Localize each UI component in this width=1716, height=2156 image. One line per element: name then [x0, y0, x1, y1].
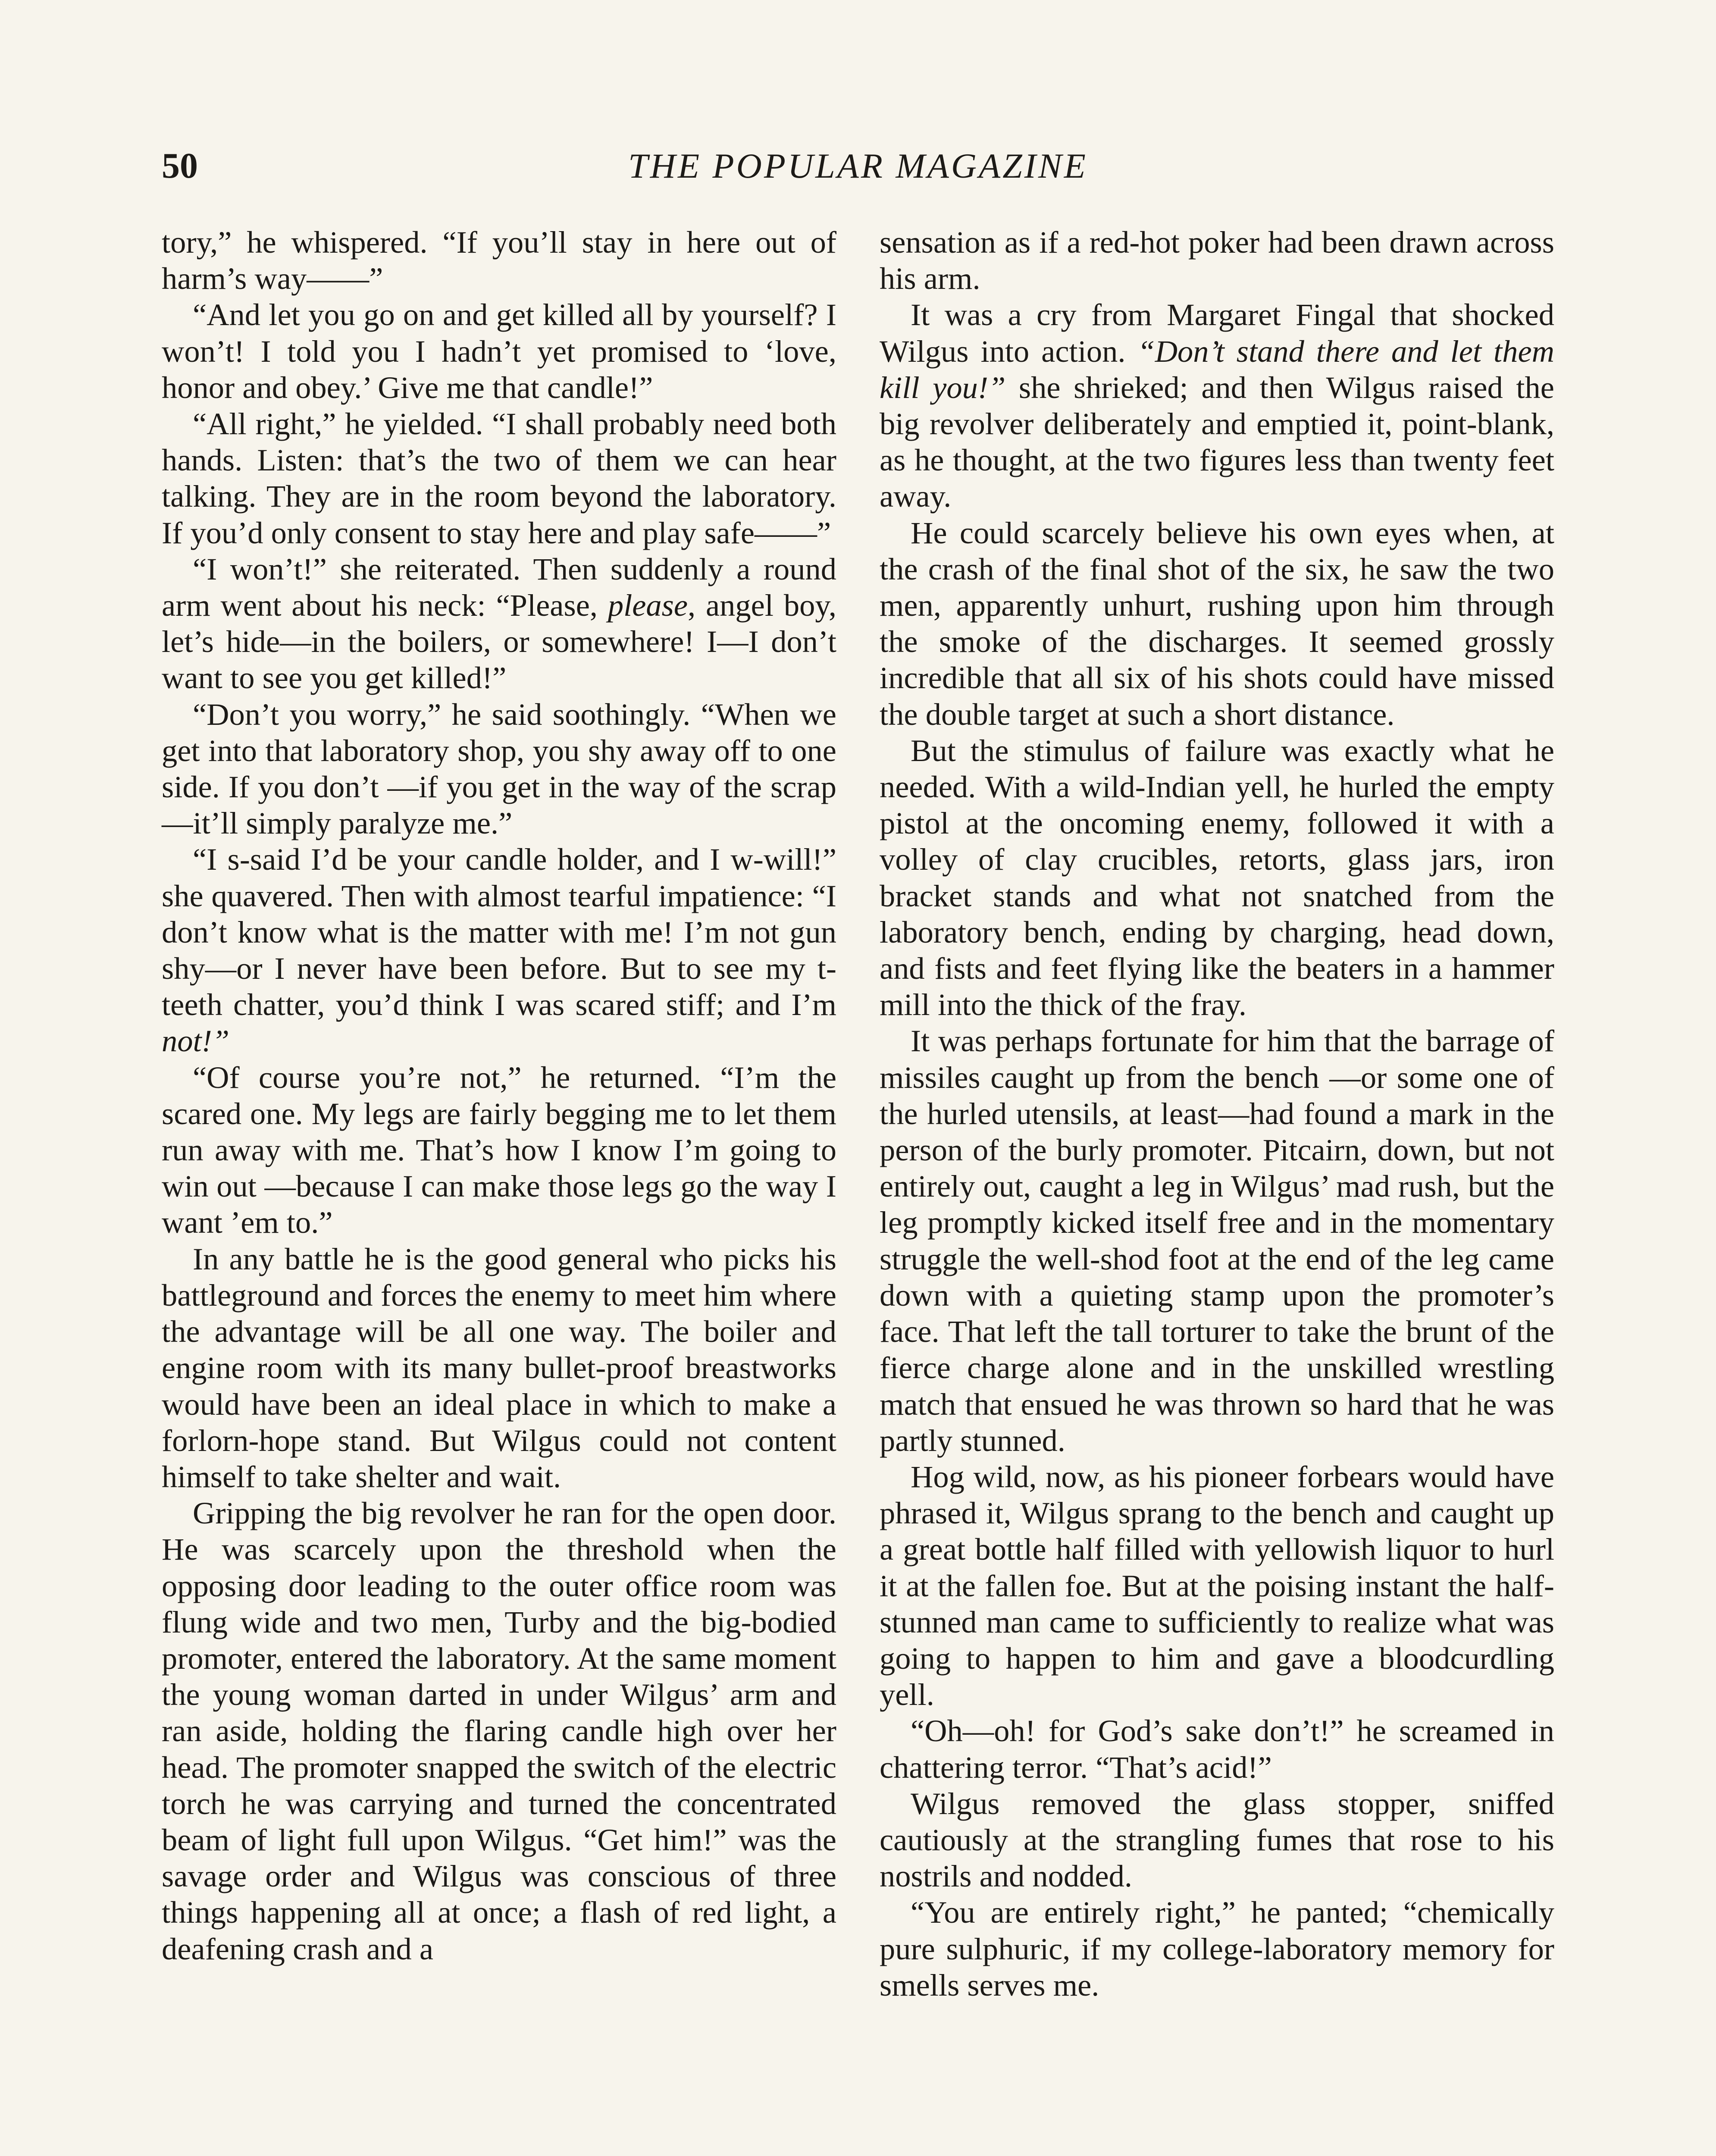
paragraph: But the stimulus of failure was exactly what he needed. With a wild-Indian yell, he hurled the empty pistol at the oncoming enemy, followed it with a volley of clay crucibles, retorts, glass jars, iron bracket stands and what not snatched from the laboratory bench, ending by charging, head down, and fists and feet flying like the beaters in a hammer mill into the thick of the fray. — [880, 733, 1554, 1022]
paragraph: “All right,” he yielded. “I shall probably need both hands. Listen: that’s the two of them we can hear talking. They are in the room beyond the laboratory. If you’d only consent to stay here and play safe——” — [162, 406, 836, 550]
paragraph — [162, 841, 836, 1059]
paragraph: tory,” he whispered. “If you’ll stay in here out of harm’s way——” — [162, 225, 836, 296]
page-header — [162, 144, 1554, 192]
right-text-column — [880, 224, 1554, 2003]
paragraph: Hog wild, now, as his pioneer forbears would have phrased it, Wilgus sprang to the bench and caught up a great bottle half filled with yellowish liquor to hurl it at the fallen foe. But at the poising instant the half-stunned man came to sufficiently to realize what was going to happen to him and gave a bloodcurdling yell. — [880, 1459, 1554, 1712]
page-number: 50 — [162, 146, 198, 186]
paragraph-text: , angel boy, let’s hide—in the boilers, or somewhere! I—I don’t want to see you get killed!” — [162, 588, 836, 696]
paragraph-text: “I s-said I’d be your candle holder, and I w-will!” she quavered. Then with almost tearful impatience: “I don’t know what is the matter with me! I’m not gun shy—or I never have been before. But to see my t-teeth chatter, you’d think I was scared stiff; and I’m — [162, 842, 836, 1022]
running-head-title: THE POPULAR MAGAZINE — [628, 146, 1088, 185]
paragraph: “You are entirely right,” he panted; “chemically pure sulphuric, if my college-laboratory memory for smells serves me. — [880, 1895, 1554, 2002]
paragraph: In any battle he is the good general who picks his battleground and forces the enemy to meet him where the advantage will be all one way. The boiler and engine room with its many bullet-proof breastworks would have been an ideal place in which to make a forlorn-hope stand. But Wilgus could not content himself to take shelter and wait. — [162, 1241, 836, 1494]
paragraph — [880, 297, 1554, 514]
emphasized-text: not!” — [162, 1023, 230, 1059]
left-text-column — [162, 224, 836, 1967]
paragraph: Gripping the big revolver he ran for the open door. He was scarcely upon the threshold when the opposing door leading to the outer office room was flung wide and two men, Turby and the big-bodied promoter, entered the laboratory. At the same moment the young woman darted in under Wilgus’ arm and ran aside, holding the flaring candle high over her head. The promoter snapped the switch of the electric torch he was carrying and turned the concentrated beam of light full upon Wilgus. “Get him!” was the savage order and Wilgus was conscious of three things happening all at once; a flash of red light, a deafening crash and a — [162, 1495, 836, 1966]
paragraph: sensation as if a red-hot poker had been drawn across his arm. — [880, 225, 1554, 296]
emphasized-text: “Don’t stand there and let them kill you!” — [880, 333, 1554, 405]
paragraph: “Of course you’re not,” he returned. “I’m the scared one. My legs are fairly begging me to let them run away with me. That’s how I know I’m going to win out —because I can make those legs go the way I want ’em to.” — [162, 1059, 836, 1240]
paragraph — [162, 551, 836, 696]
paragraph-text: It was a cry from Margaret Fingal that shocked Wilgus into action. — [880, 297, 1554, 369]
paragraph-text: “I won’t!” she reiterated. Then suddenly a round arm went about his neck: “Please, — [162, 551, 836, 623]
paragraph: He could scarcely believe his own eyes when, at the crash of the final shot of the six, he saw the two men, apparently unhurt, rushing upon him through the smoke of the discharges. It seemed grossly incredible that all six of his shots could have missed the double target at such a short distance. — [880, 515, 1554, 732]
paragraph: “And let you go on and get killed all by yourself? I won’t! I told you I hadn’t yet promised to ‘love, honor and obey.’ Give me that candle!” — [162, 297, 836, 405]
paragraph-text: she shrieked; and then Wilgus raised the big revolver deliberately and emptied it, point-blank, as he thought, at the two figures less than twenty feet away. — [880, 370, 1554, 514]
paragraph: It was perhaps fortunate for him that the barrage of missiles caught up from the bench —or some one of the hurled utensils, at least—had found a mark in the person of the burly promoter. Pitcairn, down, but not entirely out, caught a leg in Wilgus’ mad rush, but the leg promptly kicked itself free and in the momentary struggle the well-shod foot at the end of the leg came down with a quieting stamp upon the promoter’s face. That left the tall torturer to take the brunt of the fierce charge alone and in the unskilled wrestling match that ensued he was thrown so hard that he was partly stunned. — [880, 1023, 1554, 1458]
paragraph: “Don’t you worry,” he said soothingly. “When we get into that laboratory shop, you shy away off to one side. If you don’t —if you get in the way of the scrap—it’ll simply paralyze me.” — [162, 696, 836, 841]
emphasized-text: please — [607, 588, 688, 623]
paragraph: “Oh—oh! for God’s sake don’t!” he screamed in chattering terror. “That’s acid!” — [880, 1713, 1554, 1785]
paragraph: Wilgus removed the glass stopper, sniffed cautiously at the strangling fumes that rose to his nostrils and nodded. — [880, 1786, 1554, 1894]
